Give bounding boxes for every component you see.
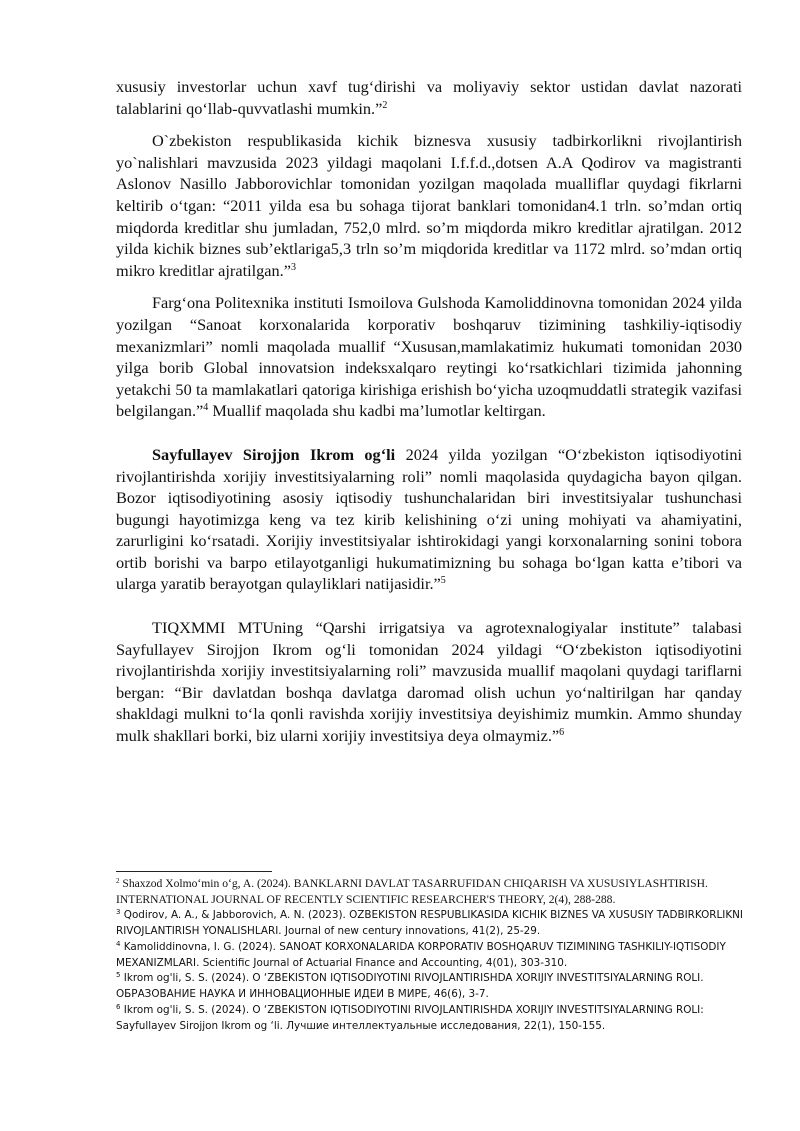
footnote-number: 4	[116, 939, 121, 948]
paragraph-text: 2024 yilda yozilgan “O‘zbekiston iqtisodiyotini rivojlantirishda xorijiy investitsiyalarning roli” nomli maqolasida quydagicha bayon qilgan. Bozor iqtisodiyotining asosiy iqtisodiy tushunchalaridan biri investitsiyalar tushunchasi bugungi hayotimizga keng va tez kirib kelishining o‘zi uning mohiyati va ahamiyatini, zarurligini ko‘rsatadi. Xorijiy investitsiyalar ishtirokidagi yangi korxonalarning sonini tobora ortib borishi va barpo etilayotganligi hukumatimizning bu sohaga bo‘lgan katta e’tibori va ularga yaratib berayotgan qulayliklari natijasidir.”	[116, 444, 742, 594]
footnote	[116, 908, 746, 940]
paragraph-text: xususiy investorlar uchun xavf tug‘dirishi va moliyaviy sektor ustidan davlat nazorati talablarini qo‘llab-quvvatlashi mumkin.”	[116, 77, 742, 118]
footnote-text: Kamoliddinovna, I. G. (2024). SANOAT KORXONALARIDA KORPORATIV BOSHQARUV TIZIMINING TASHKILIY-IQTISODIY MEXANIZMLARI. Scientific Journal of Actuarial Finance and Accounting, 4(01), 303-310.	[116, 940, 726, 969]
author-name: Sayfullayev Sirojjon Ikrom og‘li	[152, 444, 396, 464]
footnote	[116, 971, 746, 1003]
paragraph-text: TIQXMMI MTUning “Qarshi irrigatsiya va agrotexnalogiyalar institute” talabasi Sayfullayev Sirojjon Ikrom og‘li tomonidan 2024 yildagi “O‘zbekiston iqtisodiyotini rivojlantirishda xorijiy investitsiyalarning roli” mavzusida muallif maqolani quydagi tariflarni bergan: “Bir davlatdan boshqa davlatga daromad olish uchun yo‘naltirilgan har qanday shakldagi mulkni to‘la qonli ravishda xorijiy investitsiya deyishimiz mumkin. Ammo shunday mulk shakllari borki, biz ularni xorijiy investitsiya deya olmaymiz.”	[116, 618, 742, 746]
body-text	[116, 76, 742, 747]
footnote-text: Shaxzod Xolmo‘min o‘g, A. (2024). BANKLARNI DAVLAT TASARRUFIDAN CHIQARISH VA XUSUSIYLASHTIRISH. INTERNATIONAL JOURNAL OF RECENTLY SCIENTIFIC RESEARCHER'S THEORY, 2(4), 288-288.	[116, 877, 708, 906]
footnote-number: 2	[116, 877, 120, 885]
footnote-ref[interactable]: 6	[559, 727, 565, 739]
footnote-ref[interactable]: 3	[290, 261, 296, 273]
footnote-number: 6	[116, 1003, 121, 1012]
paragraph-tiqxmmi	[116, 617, 742, 747]
paragraph-continuation	[116, 76, 742, 119]
footnote-text: Ikrom og'li, S. S. (2024). O ‘ZBEKISTON IQTISODIYOTINI RIVOJLANTIRISHDA XORIJIY INVESTITSIYALARNING ROLI: Sayfullayev Sirojjon Ikrom og ‘li. Лучшие интеллектуальные исследования, 22(1), 150-155.	[116, 1004, 704, 1033]
paragraph-text: O`zbekiston respublikasida kichik biznesva xususiy tadbirkorlikni rivojlantirish yo`nalishlari mavzusida 2023 yildagi maqolani I.f.f.d.,dotsen A.A Qodirov va magistranti Aslonov Nasillo Jabborovichlar tomonidan yozilgan maqolada mualliflar quydagi fikrlarni keltirib o‘tgan: “2011 yilda esa bu sohaga tijorat banklari tomonidan4.1 trln. so’mdan ortiq miqdorda kreditlar shu jumladan, 752,0 mlrd. so’m miqdorda mikro kreditlar ajratilgan. 2012 yilda kichik biznes sub’ektlariga5,3 trln so’m miqdorida kreditlar va 1172 mlrd. so’mdan ortiq mikro kreditlar ajratilgan.”	[116, 131, 742, 280]
footnote-ref[interactable]: 4	[203, 402, 209, 414]
footnote	[116, 940, 746, 972]
footnotes	[116, 876, 746, 1035]
paragraph-qodirov	[116, 130, 742, 281]
footnote-number: 3	[116, 907, 121, 916]
paragraph-ismoilova	[116, 292, 742, 422]
paragraph-sayfullayev	[116, 444, 742, 595]
footnote-separator	[116, 871, 272, 872]
footnote	[116, 876, 746, 908]
paragraph-text: Farg‘ona Politexnika instituti Ismoilova Gulshoda Kamoliddinovna tomonidan 2024 yilda yozilgan “Sanoat korxonalarida korporativ boshqaruv tizimining tashkiliy-iqtisodiy mexanizmlari” nomli maqolada muallif “Xususan,mamlakatimiz hukumati tomonidan 2030 yilga borib Global innovatsion indeksxalqaro reytingi ko‘rsatkichlari tizimida jahonning yetakchi 50 ta mamlakatlari qatoriga kirishiga erishish bo‘yicha uzoqmuddatli strategik vazifasi belgilangan.”	[116, 293, 742, 421]
footnote-ref[interactable]: 5	[440, 575, 446, 587]
footnote-text: Ikrom og'li, S. S. (2024). O ‘ZBEKISTON IQTISODIYOTINI RIVOJLANTIRISHDA XORIJIY INVESTITSIYALARNING ROLI. ОБРАЗОВАНИЕ НАУКА И ИННОВАЦИОННЫЕ ИДЕИ В МИРЕ, 46(6), 3-7.	[116, 972, 704, 1001]
footnote	[116, 1003, 746, 1035]
footnote-number: 5	[116, 971, 121, 980]
footnote-text: Qodirov, A. A., & Jabborovich, A. N. (2023). OZBEKISTON RESPUBLIKASIDA KICHIK BIZNES VA XUSUSIY TADBIRKORLIKNI RIVOJLANTIRISH YONALISHLARI. Journal of new century innovations, 41(2), 25-29.	[116, 908, 744, 937]
footnote-ref[interactable]: 2	[382, 99, 388, 111]
paragraph-tail: Muallif maqolada shu kadbi ma’lumotlar keltirgan.	[208, 401, 546, 421]
